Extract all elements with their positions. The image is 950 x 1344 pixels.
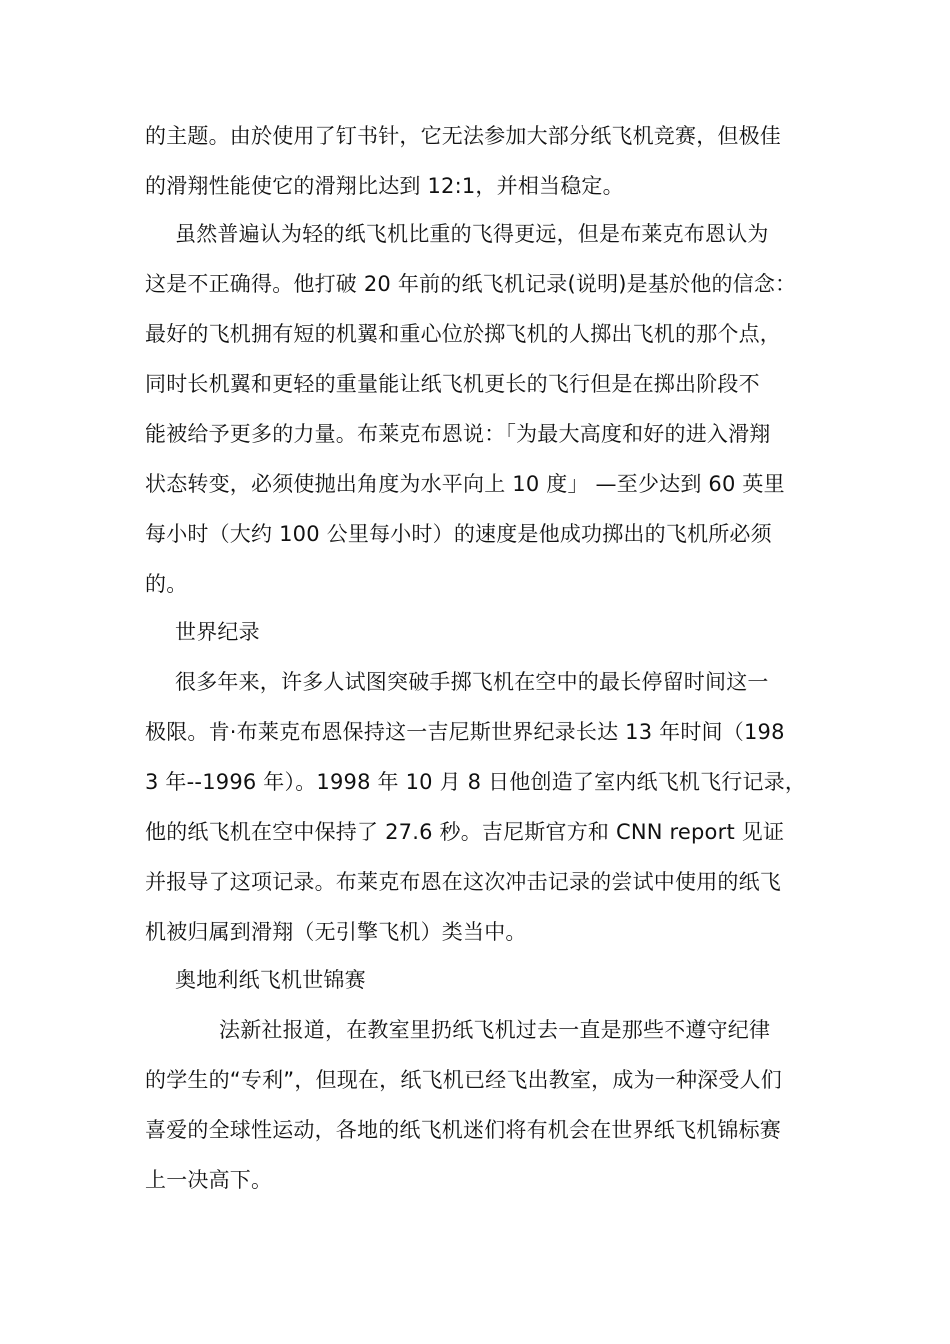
paragraph-stapler-plane (145, 111, 810, 211)
text-line: 很多年来，许多人试图突破手掷飞机在空中的最长停留时间这一 (175, 670, 769, 694)
text-line: 的主题。由於使用了钉书针，它无法参加大部分纸飞机竞赛，但极佳 (145, 124, 781, 148)
text-line: 这是不正确得。他打破 20 年前的纸飞机记录(说明)是基於他的信念： (145, 272, 797, 296)
text-line: 3 年--1996 年）。1998 年 10 月 8 日他创造了室内纸飞机飞行记录， (145, 770, 807, 794)
text-line: 法新社报道，在教室里扔纸飞机过去一直是那些不遵守纪律 (219, 1018, 771, 1042)
section-heading-austria-championship (145, 955, 810, 1005)
text-line: 的学生的“专利”，但现在，纸飞机已经飞出教室，成为一种深受人们 (145, 1068, 782, 1092)
text-line: 同时长机翼和更轻的重量能让纸飞机更长的飞行但是在掷出阶段不 (145, 372, 760, 396)
text-line: 虽然普遍认为轻的纸飞机比重的飞得更远，但是布莱克布恩认为 (175, 222, 769, 246)
text-line: 的。 (145, 572, 188, 596)
heading-text: 奥地利纸飞机世锦赛 (175, 968, 366, 992)
text-line: 极限。肯·布莱克布恩保持这一吉尼斯世界纪录长达 13 年时间（198 (145, 720, 785, 744)
text-line: 喜爱的全球性运动，各地的纸飞机迷们将有机会在世界纸飞机锦标赛 (145, 1118, 781, 1142)
text-line: 并报导了这项记录。布莱克布恩在这次冲击记录的尝试中使用的纸飞 (145, 870, 781, 894)
text-line: 他的纸飞机在空中保持了 27.6 秒。吉尼斯官方和 CNN report 见证 (145, 820, 785, 844)
text-line: 的滑翔性能使它的滑翔比达到 12:1，并相当稳定。 (145, 174, 624, 198)
heading-text: 世界纪录 (175, 620, 260, 644)
section-heading-world-record (145, 607, 810, 657)
text-line: 状态转变，必须使抛出角度为水平向上 10 度」 —至少达到 60 英里 (145, 472, 785, 496)
text-line: 最好的飞机拥有短的机翼和重心位於掷飞机的人掷出飞机的那个点， (145, 322, 781, 346)
paragraph-blackburn-theory (145, 209, 810, 609)
text-line: 能被给予更多的力量。布莱克布恩说：「为最大高度和好的进入滑翔 (145, 422, 771, 446)
paragraph-afp-report (145, 1005, 810, 1205)
paragraph-world-record (145, 657, 810, 957)
text-line: 上一决高下。 (145, 1168, 273, 1192)
text-line: 每小时（大约 100 公里每小时）的速度是他成功掷出的飞机所必须 (145, 522, 772, 546)
text-line: 机被归属到滑翔（无引擎飞机）类当中。 (145, 920, 527, 944)
